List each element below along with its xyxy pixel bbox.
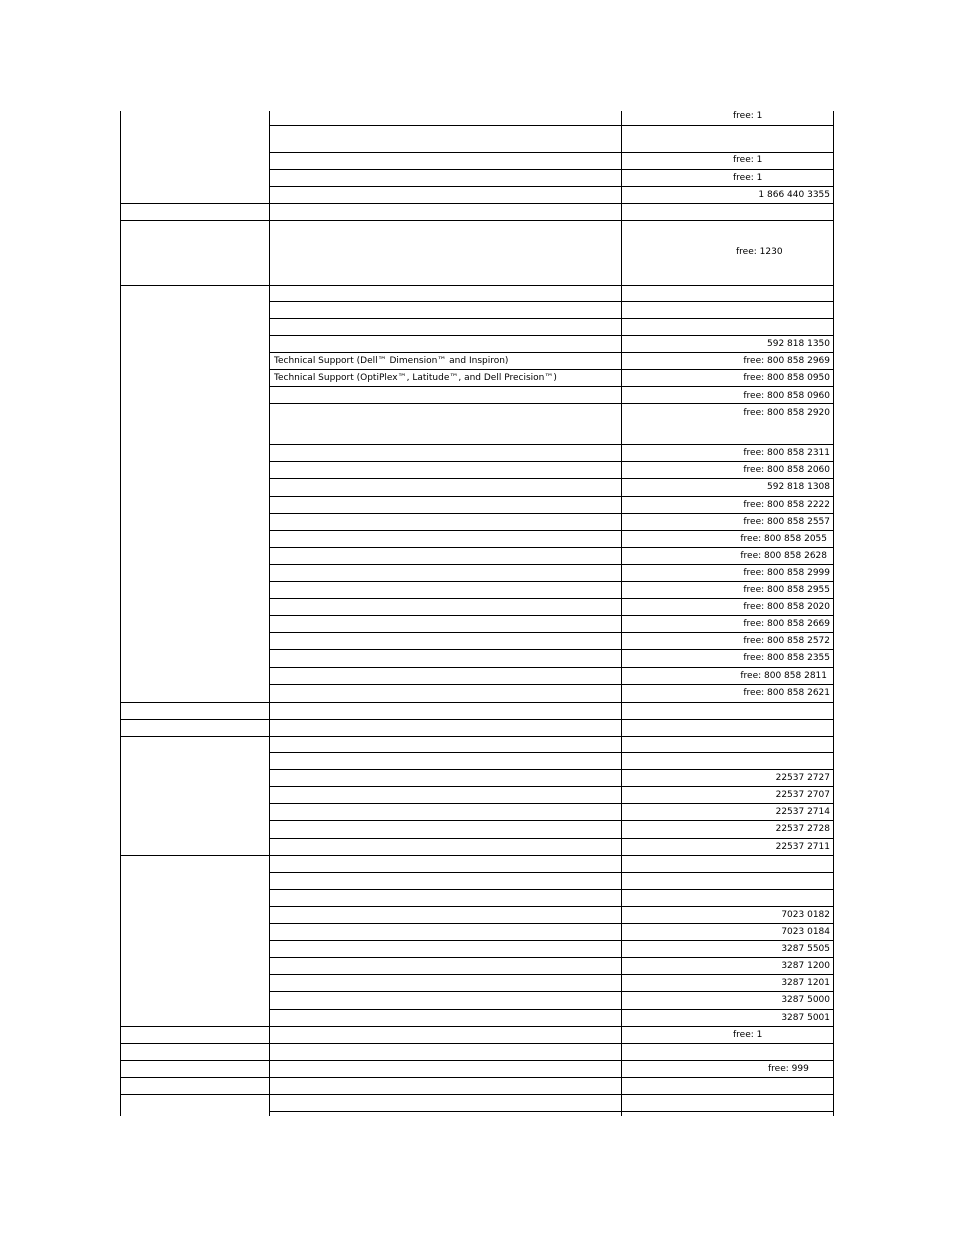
row-divider <box>269 530 834 531</box>
phone-number-cell: free: 800 858 2969 <box>743 356 830 366</box>
phone-number-cell: 3287 5001 <box>781 1013 830 1023</box>
phone-number-cell: 3287 5505 <box>781 944 830 954</box>
row-divider <box>269 991 834 992</box>
phone-number-cell: 22537 2714 <box>775 807 830 817</box>
row-divider <box>269 513 834 514</box>
phone-number-cell: 592 818 1350 <box>767 339 830 349</box>
row-divider <box>269 186 834 187</box>
phone-number-cell: 592 818 1308 <box>767 482 830 492</box>
row-divider <box>269 1009 834 1010</box>
row-divider <box>269 581 834 582</box>
phone-number-cell: 3287 1201 <box>781 978 830 988</box>
row-divider <box>269 1111 834 1112</box>
phone-number-cell: free: 1 <box>733 111 763 121</box>
row-divider <box>269 598 834 599</box>
column-divider-1 <box>269 111 270 1116</box>
row-divider <box>269 940 834 941</box>
phone-number-cell: free: 800 858 2920 <box>743 408 830 418</box>
row-divider <box>269 906 834 907</box>
row-divider <box>269 564 834 565</box>
phone-number-cell: free: 1 <box>733 155 763 165</box>
phone-number-cell: free: 999 <box>768 1064 809 1074</box>
phone-number-cell: 3287 5000 <box>781 995 830 1005</box>
row-divider <box>269 169 834 170</box>
row-divider <box>269 478 834 479</box>
row-divider <box>269 667 834 668</box>
group-divider <box>120 855 834 856</box>
table-left-border <box>120 111 121 1116</box>
row-divider <box>269 838 834 839</box>
service-cell: Technical Support (OptiPlex™, Latitude™, and Dell Precision™) <box>274 373 557 383</box>
phone-number-cell: free: 800 858 2572 <box>743 636 830 646</box>
row-divider <box>269 889 834 890</box>
phone-number-cell: 7023 0184 <box>781 927 830 937</box>
phone-number-cell: free: 800 858 2955 <box>743 585 830 595</box>
group-divider <box>120 1094 834 1095</box>
row-divider <box>269 352 834 353</box>
column-divider-2 <box>621 111 622 1116</box>
phone-number-cell: free: 800 858 2669 <box>743 619 830 629</box>
row-divider <box>269 403 834 404</box>
phone-number-cell: 3287 1200 <box>781 961 830 971</box>
phone-number-cell: free: 800 858 0950 <box>743 373 830 383</box>
group-divider <box>120 1077 834 1078</box>
phone-number-cell: free: 800 858 2621 <box>743 688 830 698</box>
row-divider <box>269 786 834 787</box>
row-divider <box>269 820 834 821</box>
phone-number-cell: free: 800 858 2355 <box>743 653 830 663</box>
row-divider <box>269 369 834 370</box>
phone-number-cell: 22537 2711 <box>775 842 830 852</box>
row-divider <box>269 684 834 685</box>
row-divider <box>269 125 834 126</box>
row-divider <box>269 318 834 319</box>
row-divider <box>269 444 834 445</box>
row-divider <box>269 923 834 924</box>
row-divider <box>269 301 834 302</box>
phone-number-cell: free: 1 <box>733 173 763 183</box>
phone-number-cell: free: 1 <box>733 1030 763 1040</box>
group-divider <box>120 220 834 221</box>
phone-number-cell: free: 800 858 2060 <box>743 465 830 475</box>
group-divider <box>120 702 834 703</box>
row-divider <box>269 769 834 770</box>
row-divider <box>269 547 834 548</box>
phone-number-cell: free: 800 858 2222 <box>743 500 830 510</box>
group-divider <box>120 285 834 286</box>
row-divider <box>269 957 834 958</box>
row-divider <box>269 974 834 975</box>
phone-number-cell: free: 800 858 2557 <box>743 517 830 527</box>
phone-number-cell: free: 800 858 2020 <box>743 602 830 612</box>
phone-number-cell: free: 800 858 2811 <box>740 671 827 681</box>
phone-number-cell: free: 800 858 2055 <box>740 534 827 544</box>
row-divider <box>269 649 834 650</box>
phone-number-cell: free: 800 858 0960 <box>743 391 830 401</box>
phone-number-cell: free: 800 858 2311 <box>743 448 830 458</box>
group-divider <box>120 1026 834 1027</box>
group-divider <box>120 1060 834 1061</box>
row-divider <box>269 752 834 753</box>
row-divider <box>269 803 834 804</box>
phone-number-cell: free: 800 858 2999 <box>743 568 830 578</box>
group-divider <box>120 719 834 720</box>
row-divider <box>269 872 834 873</box>
phone-number-cell: 1 866 440 3355 <box>758 190 830 200</box>
row-divider <box>269 615 834 616</box>
table-right-border <box>833 111 834 1116</box>
phone-number-cell: 7023 0182 <box>781 910 830 920</box>
phone-number-cell: free: 800 858 2628 <box>740 551 827 561</box>
phone-number-cell: 22537 2707 <box>775 790 830 800</box>
phone-number-cell: 22537 2728 <box>775 824 830 834</box>
group-divider <box>120 203 834 204</box>
service-cell: Technical Support (Dell™ Dimension™ and Inspiron) <box>274 356 509 366</box>
row-divider <box>269 386 834 387</box>
row-divider <box>269 335 834 336</box>
phone-number-cell: free: 1230 <box>736 247 783 257</box>
row-divider <box>269 496 834 497</box>
row-divider <box>269 461 834 462</box>
row-divider <box>269 152 834 153</box>
group-divider <box>120 1043 834 1044</box>
phone-number-cell: 22537 2727 <box>775 773 830 783</box>
row-divider <box>269 632 834 633</box>
group-divider <box>120 736 834 737</box>
